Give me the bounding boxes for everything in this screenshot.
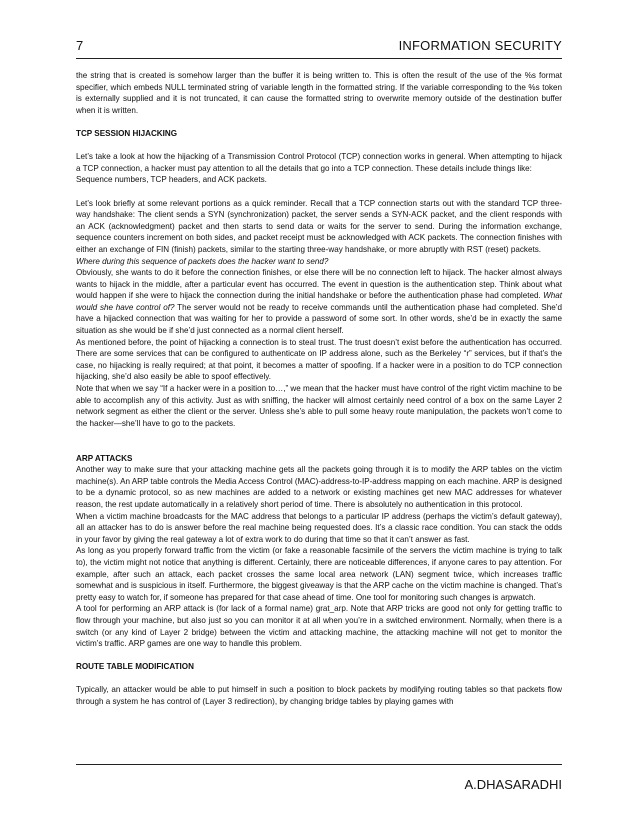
paragraph: When a victim machine broadcasts for the MAC address that belongs to a particular IP address (perhaps the victim’s default gateway), all an attacker has to do is answer before the real machine being requested does. It’s a classic race condition. You can stack the odds in your favor by giving the real gateway a lot of extra work to do during that time so that it can’t answer as fast. xyxy=(76,511,562,544)
page-number: 7 xyxy=(76,38,84,53)
paragraph-text: The server would not be ready to receive commands until the authentication phase had completed. She’d have a hijacked connection that was waiting for her to provide a password of some sort. In other words, she’d be in exactly the same situation as she would be if she’d just connected as a normal client herself. xyxy=(76,302,562,336)
paragraph: Let’s look briefly at some relevant portions as a quick reminder. Recall that a TCP connection starts out with the standard TCP three-way handshake: The client sends a SYN (synchronization) packet, the server sends a SYN-ACK packet, and the client responds with an ACK (acknowledgment) packet and then starts to send data or waits for the server to send. During the information exchange, sequence counters increment on both sides, and packet receipt must be acknowledged with ACK packets. The connection finishes with either an exchange of FIN (finish) packets, similar to the starting three-way handshake, or more abruptly with RST (reset) packets. xyxy=(76,198,562,254)
paragraph: A tool for performing an ARP attack is (for lack of a formal name) grat_arp. Note that ARP tricks are good not only for getting traffic to flow through your machine, but also just so you can monitor it at all when you’re in a switched environment. Normally, when there is a switch (or any kind of Layer 2 bridge) between the victim and attacking machine, the attacking machine will not get to monitor the victim’s traffic. ARP games are one way to handle this problem. xyxy=(76,604,562,649)
document-body xyxy=(76,70,562,708)
italic-question xyxy=(76,256,562,268)
footer-divider xyxy=(76,764,562,765)
question-text: Where during this sequence of packets does the hacker want to send? xyxy=(76,256,329,266)
paragraph xyxy=(76,267,562,337)
bullet-item: Sequence numbers, TCP headers, and ACK packets. xyxy=(76,175,267,185)
paragraph: As long as you properly forward traffic from the victim (or fake a reasonable facsimile of the servers the victim machine is trying to talk to), the victim might not notice that anything is different. Certainly, there are noticeable differences, if anyone cares to pay attention. For example, after such an attack, each packet crosses the same local area network (LAN) segment twice, which increases traffic somewhat and is suspicious in itself. Furthermore, the biggest giveaway is that the ARP cache on the victim machine is changed. That’s pretty easy to watch for, if someone has prepared for that case ahead of time. One tool for monitoring such changes is arpwatch. xyxy=(76,546,562,602)
paragraph: the string that is created is somehow larger than the buffer it is being written to. This is often the result of the use of the %s format specifier, which embeds NULL terminated string of variable length in the formatted string. If the variable corresponding to the %s token is externally supplied and it is not truncated, it can cause the formatted string to overwrite memory outside of the destination buffer when it is written. xyxy=(76,71,562,115)
running-header-title: INFORMATION SECURITY xyxy=(398,38,562,53)
paragraph: Note that when we say “If a hacker were in a position to…,” we mean that the hacker must have control of the right victim machine to be able to accomplish any of this activity. Just as with sniffing, the hacker will almost certainly need control of a box on the same Layer 2 network segment as either the client or the server. Unless she’s able to pull some heavy route manipulation, the packets won’t come to the hacker—she’ll have to go to the packets. xyxy=(76,384,562,428)
paragraph-text: Obviously, she wants to do it before the connection finishes, or else there will be no connection left to hijack. The hacker almost always wants to hijack in the middle, after a particular event has occurred. The event in question is the authentication step. Think about what would happen if she were to hijack the connection during the initial handshake or before the authentication phase had completed. xyxy=(76,268,562,301)
section-heading-tcp-hijacking: TCP SESSION HIJACKING xyxy=(76,128,178,138)
section-heading-route-table: ROUTE TABLE MODIFICATION xyxy=(76,662,194,672)
section-heading-arp-attacks: ARP ATTACKS xyxy=(76,453,133,463)
paragraph: Typically, an attacker would be able to put himself in such a position to block packets by modifying routing tables so that packets flow through a system he has control of (Layer 3 redirection), by changing bridge tables by playing games with xyxy=(76,685,562,707)
paragraph: Another way to make sure that your attacking machine gets all the packets going through it is to modify the ARP tables on the victim machine(s). An ARP table controls the Media Access Control (MAC)-address-to-IP-address mapping on each machine. ARP is designed to be a dynamic protocol, so as new machines are added to a network or existing machines get new MAC addresses for whatever reason, the rest update automatically in a relatively short period of time. There is absolutely no authentication in this protocol. xyxy=(76,465,563,509)
header-divider xyxy=(76,58,562,59)
footer-author: A.DHASARADHI xyxy=(464,777,562,792)
paragraph: Let’s take a look at how the hijacking of a Transmission Control Protocol (TCP) connection works in general. When attempting to hijack a TCP connection, a hacker must pay attention to all the details that go into a TCP connection. These details include things like: xyxy=(76,152,562,173)
italic-question-inline: What would she have control of? xyxy=(76,291,562,312)
paragraph: As mentioned before, the point of hijacking a connection is to steal trust. The trust doesn’t exist before the authentication has occurred. There are some services that can be configured to authenticate on IP address alone, such as the Berkeley “r” services, but if that’s the case, no hijacking is really required; at that point, it becomes a matter of spoofing. If a hacker were in a position to do TCP connection hijacking, she’d also easily be able to spoof effectively. xyxy=(76,337,562,382)
